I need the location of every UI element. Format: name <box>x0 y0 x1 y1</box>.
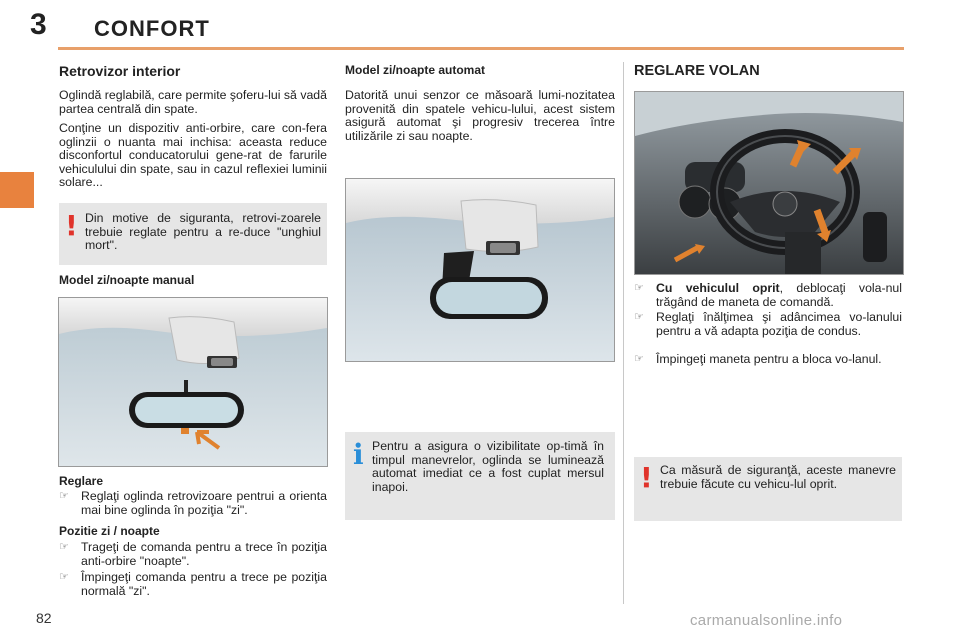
chapter-number: 3 <box>30 8 47 41</box>
steering-item-1 <box>634 282 902 309</box>
chapter-title: CONFORT <box>94 16 210 41</box>
warning-text-mirror: Din motive de siguranta, retrovi-zoarele trebuie reglate pentru a re-duce "unghiul mort". <box>85 211 321 252</box>
page-number: 82 <box>36 610 52 626</box>
steering-item-3 <box>634 353 902 367</box>
adjust-item-text: Reglaţi oglinda retrovizoare pentrui a orienta mai bine oglinda în poziţia "zi". <box>81 489 327 517</box>
warning-box-steering <box>634 457 902 521</box>
column-divider <box>623 62 624 604</box>
steering-item-text: Împingeţi maneta pentru a bloca vo-lanul. <box>656 352 882 366</box>
steering-item-text: Reglaţi înălţimea şi adâncimea vo-lanului pentru a vă adapta poziţia de condus. <box>656 310 902 338</box>
warning-icon: ! <box>65 209 78 242</box>
chapter-tab <box>0 172 34 208</box>
mirror-intro: Oglindă reglabilă, care permite şoferu-lui să vadă partea centrală din spate. <box>59 88 327 116</box>
steering-wheel-image <box>634 91 904 275</box>
warning-box-mirror <box>59 203 327 265</box>
manual-model-title: Model zi/noapte manual <box>59 273 195 287</box>
info-icon: i <box>353 438 364 471</box>
steering-item-text <box>656 282 902 309</box>
daynight-item-text: Împingeţi comanda pentru a trece pe poziţia normală "zi". <box>81 570 327 598</box>
daynight-item-text: Trageţi de comanda pentru a trece în poziţia anti-orbire "noapte". <box>81 540 327 568</box>
daynight-title: Pozitie zi / noapte <box>59 524 160 538</box>
daynight-item-2 <box>59 571 327 598</box>
watermark: carmanualsonline.info <box>690 612 843 629</box>
steering-item-bold: Cu vehiculul oprit <box>656 281 780 295</box>
steering-item-rest: , deblocaţi vola-nul trăgând de maneta de comandă. <box>656 281 902 309</box>
bullet-icon: ☞ <box>634 282 644 294</box>
daynight-item-1 <box>59 541 327 568</box>
section-title-mirror: Retrovizor interior <box>59 63 181 79</box>
auto-model-title: Model zi/noapte automat <box>345 63 486 77</box>
bullet-icon: ☞ <box>59 490 69 502</box>
bullet-icon: ☞ <box>59 541 69 553</box>
adjust-item <box>59 490 327 517</box>
adjust-title: Reglare <box>59 474 104 488</box>
auto-model-description: Datorită unui senzor ce măsoară lumi-nozitatea provenită din spatele vehicu-lului, acest sistem asigură automat şi progresiv trecerea între utilizările zi sau noapte. <box>345 88 615 143</box>
section-title-steering: REGLARE VOLAN <box>634 63 760 79</box>
header-rule <box>58 47 904 50</box>
mirror-description: Conţine un dispozitiv anti-orbire, care con-fera oglinzii o nuanta mai inchisa: aceasta reduce disconfortul conducatorului gene-rat de farurile vehiculului din spate, sau in cazul reflexiei luminii solare... <box>59 121 327 189</box>
auto-mirror-image <box>345 178 615 362</box>
manual-mirror-image <box>58 297 328 467</box>
warning-text-steering: Ca măsură de siguranţă, aceste manevre trebuie făcute cu vehicu-lul oprit. <box>660 463 896 491</box>
bullet-icon: ☞ <box>59 571 69 583</box>
warning-icon: ! <box>640 461 653 494</box>
bullet-icon: ☞ <box>634 353 644 365</box>
info-box <box>345 432 615 520</box>
info-text: Pentru a asigura o vizibilitate op-timă în timpul manevrelor, oglinda se luminează automat imediat ce a fost cuplat mersul inapoi. <box>372 439 604 494</box>
bullet-icon: ☞ <box>634 311 644 323</box>
steering-item-2 <box>634 311 902 338</box>
